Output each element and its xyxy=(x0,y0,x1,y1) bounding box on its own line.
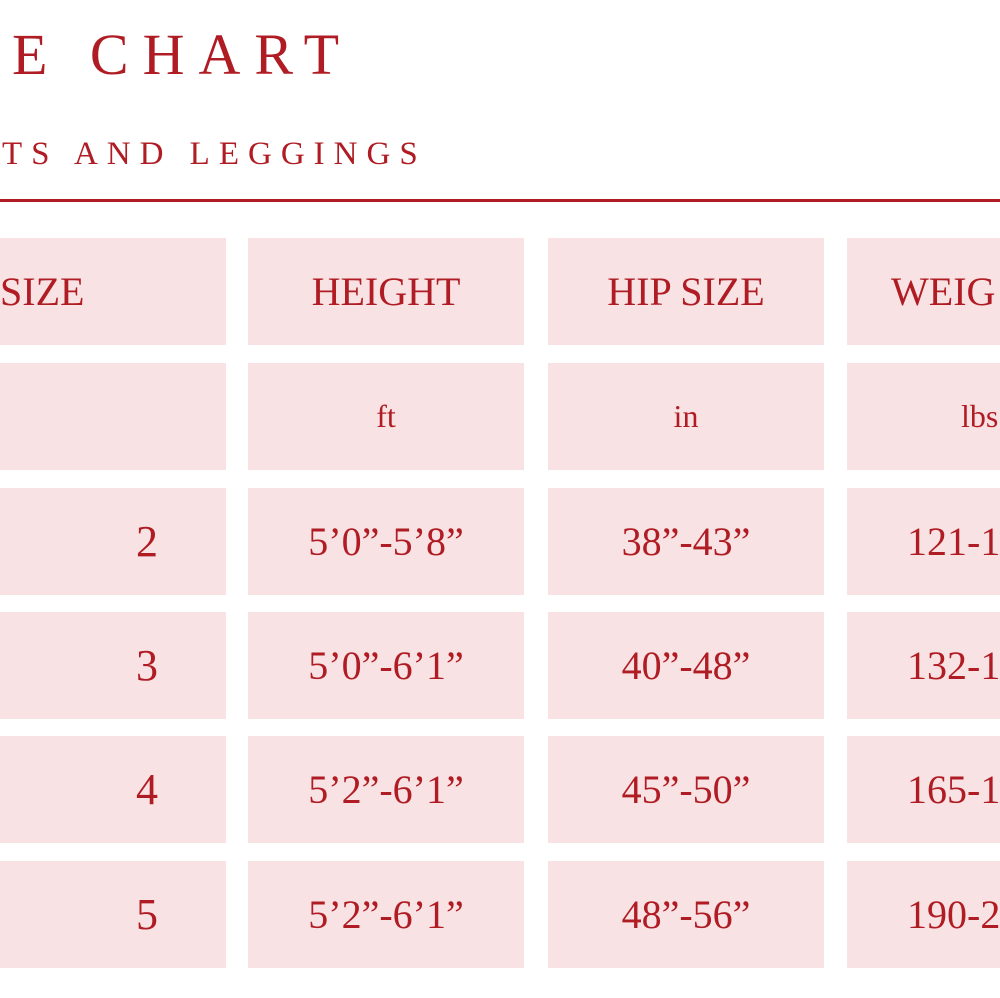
header-hip-size: HIP SIZE xyxy=(548,238,824,345)
unit-size xyxy=(0,363,226,470)
divider xyxy=(0,199,1000,202)
header-size: SIZE xyxy=(0,238,226,345)
table-cell-weight: 132-1 xyxy=(847,612,1000,719)
table-cell-size: 5 xyxy=(0,861,226,968)
unit-hip-size: in xyxy=(548,363,824,470)
table-cell-hip: 38”-43” xyxy=(548,488,824,595)
table-cell-height: 5’2”-6’1” xyxy=(248,861,524,968)
table-cell-height: 5’2”-6’1” xyxy=(248,736,524,843)
header-height: HEIGHT xyxy=(248,238,524,345)
table-cell-size: 4 xyxy=(0,736,226,843)
table-cell-size: 3 xyxy=(0,612,226,719)
table-cell-weight: 121-1 xyxy=(847,488,1000,595)
table-cell-height: 5’0”-6’1” xyxy=(248,612,524,719)
table-cell-height: 5’0”-5’8” xyxy=(248,488,524,595)
page-subtitle: TS AND LEGGINGS xyxy=(2,136,427,172)
unit-height: ft xyxy=(248,363,524,470)
page-title: E CHART xyxy=(12,22,354,87)
table-cell-weight: 190-2 xyxy=(847,861,1000,968)
unit-weight: lbs xyxy=(847,363,1000,470)
table-cell-hip: 48”-56” xyxy=(548,861,824,968)
table-cell-hip: 45”-50” xyxy=(548,736,824,843)
header-weight: WEIG xyxy=(847,238,1000,345)
table-cell-hip: 40”-48” xyxy=(548,612,824,719)
table-cell-size: 2 xyxy=(0,488,226,595)
table-cell-weight: 165-1 xyxy=(847,736,1000,843)
